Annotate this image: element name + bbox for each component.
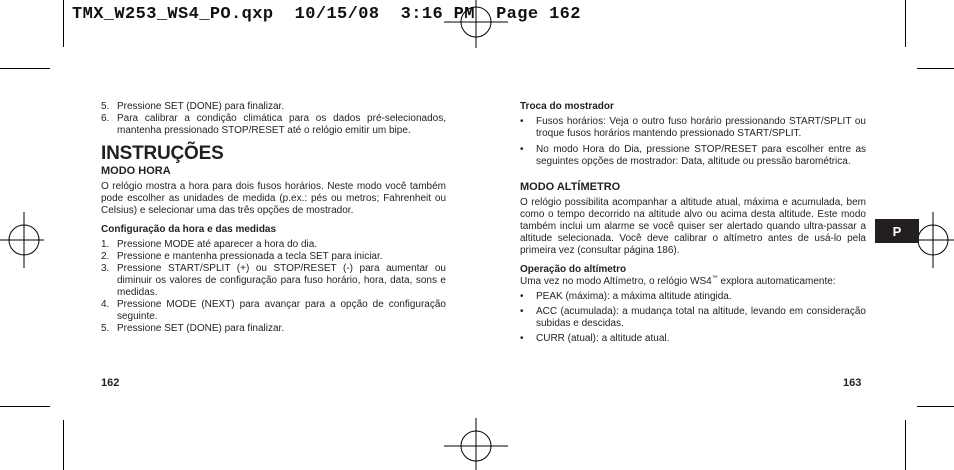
list-item: 2. Pressione e mantenha pressionada a tecla SET para iniciar. [101, 251, 383, 262]
language-tab: P [875, 219, 919, 243]
list-item: 3. Pressione START/SPLIT (+) ou STOP/RESET (-) para aumentar ou diminuir os valores de configuração para fuso horário, hora, data, sons e medidas. [101, 263, 446, 298]
registration-mark-left [0, 212, 44, 268]
list-item: • PEAK (máxima): a máxima altitude atingida. [520, 291, 732, 302]
list-item: 1. Pressione MODE até aparecer a hora do dia. [101, 239, 318, 250]
list-item: • Fusos horários: Veja o outro fuso horário pressionando START/SPLIT ou troque fusos horários mantendo pressionado START/SPLIT. [520, 116, 866, 139]
crop-mark-bottom-left-horizontal [0, 406, 50, 407]
page-number-left: 162 [101, 377, 120, 389]
operation-heading: Operação do altímetro [520, 264, 627, 275]
config-heading: Configuração da hora e das medidas [101, 224, 277, 235]
mode-heading: MODO HORA [101, 165, 171, 177]
registration-mark-bottom [444, 418, 508, 470]
list-item: 5. Pressione SET (DONE) para finalizar. [101, 101, 285, 112]
display-heading: Troca do mostrador [520, 101, 614, 112]
calibration-steps-list [101, 101, 446, 137]
left-page-column [101, 101, 446, 335]
operation-intro: Uma vez no modo Altímetro, o relógio WS4™ explora automaticamente: [520, 275, 836, 287]
list-item: 6. Para calibrar a condição climática para os dados pré-selecionados, mantenha pressionado STOP/RESET até o relógio emitir um bipe. [101, 113, 446, 136]
trademark-symbol: ™ [711, 275, 718, 282]
crop-mark-bottom-right-vertical [905, 420, 906, 470]
list-item: 5. Pressione SET (DONE) para finalizar. [101, 323, 285, 334]
file-slug: TMX_W253_WS4_PO.qxp 10/15/08 3:16 PM Page 162 [72, 5, 581, 24]
right-page-column [520, 101, 866, 345]
registration-mark-top [444, 0, 508, 48]
intro-paragraph: O relógio mostra a hora para dois fusos horários. Neste modo você também pode escolher as unidades de medida (p.ex.: pés ou metros; Fahrenheit ou Celsius) e selecionar uma das três opções de mostrador. [101, 181, 446, 216]
crop-mark-top-left-vertical [63, 0, 64, 47]
altimeter-paragraph: O relógio possibilita acompanhar a altitude atual, máxima e acumulada, bem como o tempo decorrido na altitude alvo ou acima desta altitude. Este modo também inclui um alarme se você quiser ser alertado quando ultra-passar a altitude selecionada. Você deve calibrar o altímetro antes de usá-lo pela primeira vez (consultar página 186). [520, 197, 866, 256]
altimeter-heading: MODO ALTÍMETRO [520, 181, 621, 193]
page-number-right: 163 [843, 377, 862, 389]
crop-mark-bottom-right-horizontal [917, 406, 954, 407]
operation-list [520, 291, 866, 345]
display-options-list [520, 116, 866, 168]
config-steps-list [101, 239, 446, 335]
list-item: 4. Pressione MODE (NEXT) para avançar para a opção de configuração seguinte. [101, 299, 446, 322]
section-heading: INSTRUÇÕES [101, 143, 224, 164]
crop-mark-top-right-vertical [905, 0, 906, 47]
list-item: • CURR (atual): a altitude atual. [520, 333, 670, 344]
crop-mark-top-right-horizontal [917, 68, 954, 69]
list-item: • ACC (acumulada): a mudança total na altitude, levando em consideração subidas e descidas. [520, 306, 866, 329]
crop-mark-bottom-left-vertical [63, 420, 64, 470]
crop-mark-top-left-horizontal [0, 68, 50, 69]
list-item: • No modo Hora do Dia, pressione STOP/RESET para escolher entre as seguintes opções de mostrador: Data, altitude ou pressão barométrica. [520, 144, 866, 167]
